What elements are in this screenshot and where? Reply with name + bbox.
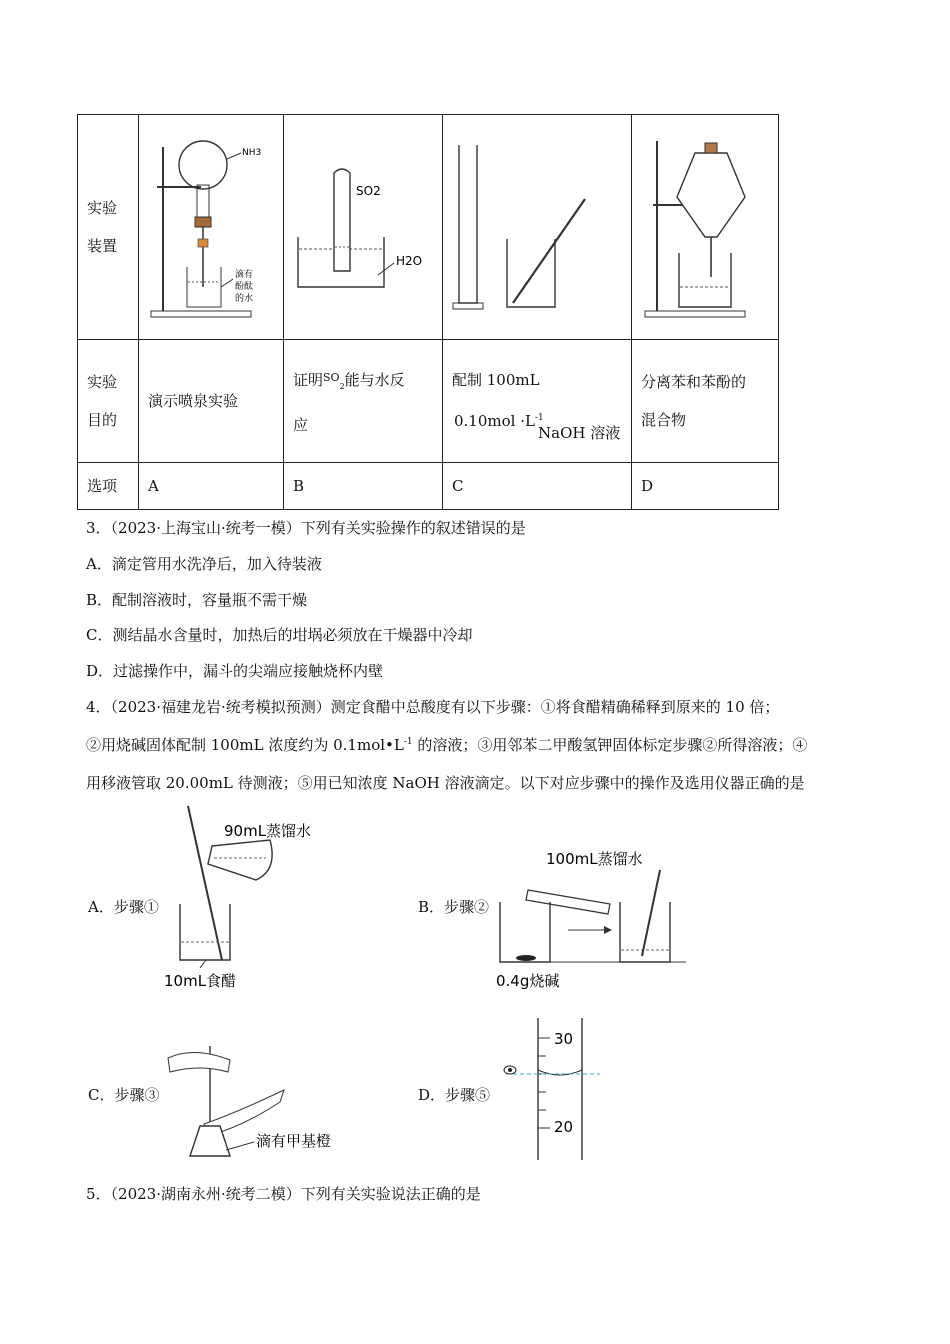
purpose-b: [284, 340, 443, 463]
purpose-b-subscript: 2: [339, 381, 345, 391]
q4-line-2-text: ②用烧碱固体配制 100mL 浓度约为 0.1mol•L: [86, 736, 404, 754]
label-text: 实验: [87, 373, 118, 391]
fig-d-top-label: 30: [554, 1030, 574, 1048]
fig-b-liquid-label: H2O: [396, 254, 423, 268]
q3-stem: 3．（2023·上海宝山·统考一模）下列有关实验操作的叙述错误的是: [86, 519, 526, 537]
fig-a-side-2: 酚酞: [235, 282, 254, 292]
label-text: 装置: [87, 237, 118, 255]
figure-c-cylinder: [443, 115, 632, 340]
purpose-b-text: 证明: [293, 370, 324, 389]
fig-b-gas-label: SO2: [356, 184, 381, 198]
purpose-d-text: 混合物: [641, 411, 687, 429]
figure-d-separatory-funnel: [632, 115, 779, 340]
fig-d-bottom-label: 20: [554, 1118, 574, 1136]
q4-figure-a: [160, 800, 370, 1000]
fig-a-side-1: 滴有: [235, 270, 254, 280]
purpose-b-text: 应: [293, 415, 309, 434]
purpose-d: [632, 340, 779, 463]
q4-line-3: 用移液管取 20.00mL 待测液；⑤用已知浓度 NaOH 溶液滴定。以下对应步骤中的操作及选用仪器正确的是: [86, 774, 805, 792]
row-label-purpose: [78, 340, 139, 463]
fig-b-bottom-label: 0.4g烧碱: [496, 972, 560, 990]
purpose-b-formula: SO: [323, 370, 340, 384]
purpose-c-superscript: -1: [534, 412, 544, 423]
row-label-device: [78, 115, 139, 340]
fig-b-top-label: 100mL蒸馏水: [546, 850, 643, 868]
option-b: B: [284, 463, 443, 510]
q4-superscript: -1: [403, 737, 413, 747]
purpose-c-text: 配制 100mL: [452, 370, 540, 389]
q4-line-1: 4．（2023·福建龙岩·统考模拟预测）测定食醋中总酸度有以下步骤：①将食醋精确稀释到原来的 10 倍；: [86, 698, 780, 716]
q3-option-a: A．滴定管用水洗净后，加入待装液: [86, 555, 322, 573]
figure-b-so2: [284, 115, 443, 340]
table-row-device: [78, 115, 779, 340]
table-row-option: [78, 463, 779, 510]
q4-figure-c: [164, 1042, 364, 1172]
row-label-option: 选项: [78, 463, 139, 510]
fig-a-side-3: 的水: [235, 294, 254, 304]
q4-figure-d: [500, 1018, 610, 1166]
fig-a-bottom-label: 10mL食醋: [164, 972, 237, 990]
option-a: A: [139, 463, 284, 510]
fig-a-gas-label: NH3: [242, 148, 262, 158]
q3-option-d: D．过滤操作中，漏斗的尖端应接触烧杯内壁: [86, 662, 384, 680]
fig-c-label: 滴有甲基橙: [256, 1132, 332, 1150]
purpose-c: [443, 340, 632, 463]
purpose-c-text: 0.10mol ·L: [454, 411, 535, 430]
q4-option-d: D．步骤⑤: [418, 1086, 491, 1104]
table-row-purpose: [78, 340, 779, 463]
figure-a-fountain: [139, 115, 284, 340]
label-text: 目的: [87, 411, 118, 429]
experiment-table: [77, 114, 779, 510]
purpose-a: 演示喷泉实验: [139, 340, 284, 463]
q3-option-c: C．测结晶水含量时，加热后的坩埚必须放在干燥器中冷却: [86, 626, 473, 644]
q5-stem: 5．（2023·湖南永州·统考二模）下列有关实验说法正确的是: [86, 1185, 481, 1203]
q4-option-b: B．步骤②: [418, 898, 490, 916]
purpose-d-text: 分离苯和苯酚的: [641, 373, 747, 391]
label-text: 实验: [87, 199, 118, 217]
fig-a-top-label: 90mL蒸馏水: [224, 822, 312, 840]
purpose-c-text: NaOH 溶液: [538, 423, 621, 442]
q4-figure-b: [490, 840, 690, 990]
q4-line-2: [86, 734, 807, 755]
option-c: C: [443, 463, 632, 510]
q3-option-b: B．配制溶液时，容量瓶不需干燥: [86, 591, 308, 609]
q4-line-2-text: 的溶液；③用邻苯二甲酸氢钾固体标定步骤②所得溶液；④: [412, 736, 808, 754]
q4-option-a: A．步骤①: [88, 898, 159, 916]
q4-option-c: C．步骤③: [88, 1086, 160, 1104]
option-d: D: [632, 463, 779, 510]
purpose-b-text: 能与水反: [344, 370, 405, 389]
